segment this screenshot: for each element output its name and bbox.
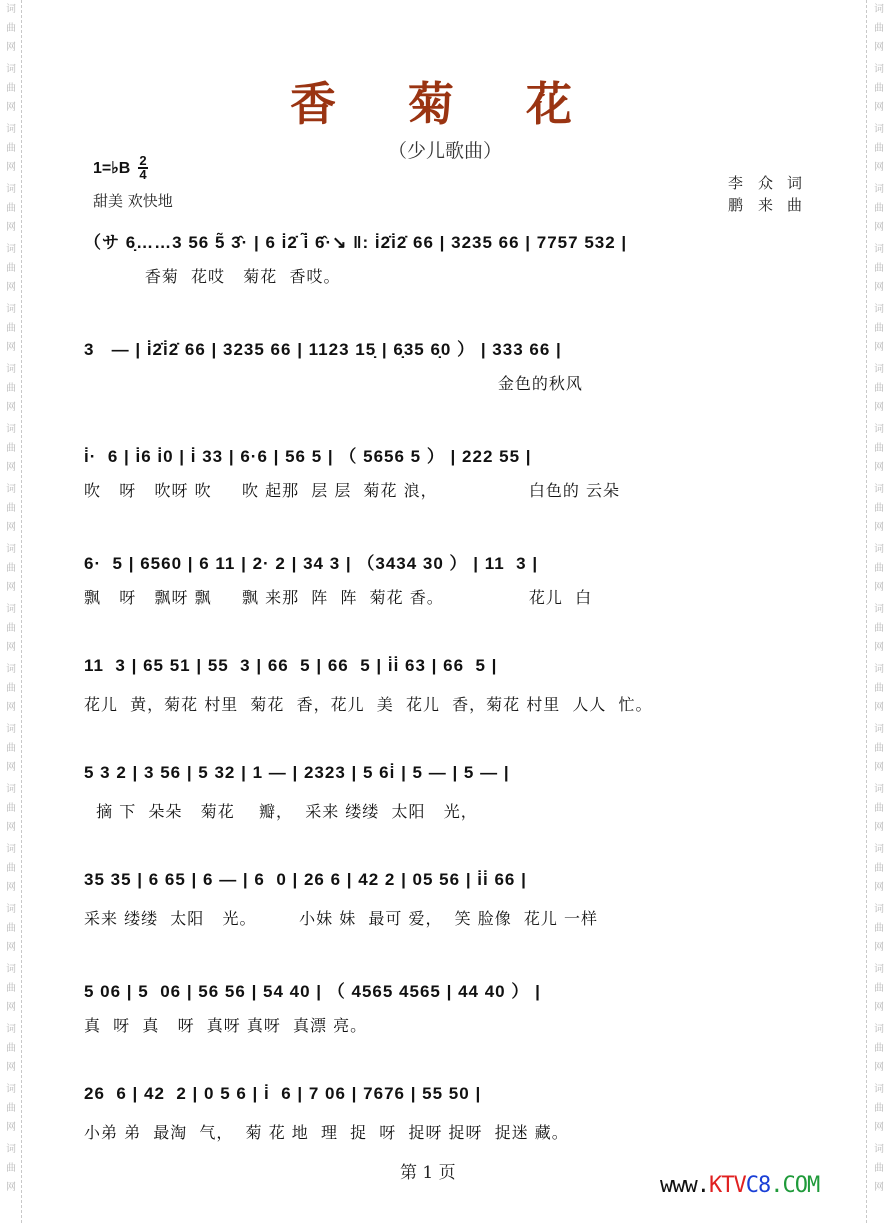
watermark-text: 词 曲 网 [874,364,884,413]
notation: 11 3 | 65 51 | 55 3 | 66 5 | 66 5 | i̇i̇ 63 | 66 5 | [84,656,498,675]
watermark-text: 词 曲 网 [874,844,884,893]
lyrics: 小弟 弟 最淘 气， 菊 花 地 理 捉 呀 捉呀 捉呀 捉迷 藏。 [84,1123,569,1142]
watermark-text: 词 曲 网 [874,1144,884,1193]
left-watermark-column [0,0,22,1223]
watermark-text: 词 曲 网 [6,4,16,53]
song-title: 香 菊 花 [289,77,601,131]
watermark-text: 词 曲 网 [874,544,884,593]
watermark-text: 词 曲 网 [6,184,16,233]
watermark-text: 词 曲 网 [874,784,884,833]
lyrics: 吹 呀 吹呀 吹 吹 起那 层 层 菊花 浪， 白色的 云朵 [84,481,621,500]
notation: 6· 5 | 6560 | 6 11 | 2· 2 | 34 3 | （3434 30 ） | 11 3 | [84,554,539,573]
lyrics: 采来 缕缕 太阳 光。 小妹 妹 最可 爱， 笑 脸像 花儿 一样 [84,909,598,928]
watermark-text: 词 曲 网 [6,424,16,473]
time-signature: $\frac{2}{4}$ [139,153,147,182]
watermark-text: 词 曲 网 [874,184,884,233]
notation: 3 — | i̇2̇i̇2̇ 66 | 3235 66 | 1123 15̣ | 6̣35 6̣0 ） | 333 66 | [84,340,562,359]
notation: i̇· 6 | i̇6 i̇0 | i̇ 33 | 6·6 | 56 5 | （ 5656 5 ） | 222 55 | [84,447,532,466]
watermark-text: 词 曲 网 [874,1084,884,1133]
watermark-text: 词 曲 网 [874,724,884,773]
watermark-text: 词 曲 网 [6,964,16,1013]
lyrics: 花儿 黄，菊花 村里 菊花 香，花儿 美 花儿 香，菊花 村里 人人 忙。 [84,695,653,714]
watermark-text: 词 曲 网 [6,364,16,413]
site-logo: www.KTVC8.COM [660,1173,820,1198]
watermark-text: 词 曲 网 [874,304,884,353]
watermark-text: 词 曲 网 [6,724,16,773]
lyrics: 金色的秋风 [84,374,583,393]
composer-credit: 鹏 来 曲 [728,196,803,214]
watermark-text: 词 曲 网 [6,304,16,353]
watermark-text: 词 曲 网 [6,664,16,713]
watermark-text: 词 曲 网 [6,784,16,833]
lyrics: 真 呀 真 呀 真呀 真呀 真漂 亮。 [84,1016,368,1035]
watermark-text: 词 曲 网 [6,124,16,173]
notation: 26 6 | 42 2 | 0 5 6 | i̇ 6 | 7 06 | 7676 | 55 50 | [84,1084,482,1103]
watermark-text: 词 曲 网 [6,1024,16,1073]
watermark-text: 词 曲 网 [874,484,884,533]
watermark-text: 词 曲 网 [874,424,884,473]
watermark-text: 词 曲 网 [874,64,884,113]
watermark-text: 词 曲 网 [874,664,884,713]
notation: 5 06 | 5 06 | 56 56 | 54 40 | （ 4565 4565 | 44 40 ） | [84,982,541,1001]
credits [728,172,802,216]
watermark-text: 词 曲 网 [6,904,16,953]
notation: 5 3 2 | 3 56 | 5 32 | 1 — | 2323 | 5 6i̇ | 5 — | 5 — | [84,763,510,782]
watermark-text: 词 曲 网 [874,964,884,1013]
notation: （サ 6̣……3 56 5̃ 3̂· | 6 i̇2̇ i̇̃ 6̂·↘ ‖: i̇2̇i̇2̇ 66 | 3235 66 | 7757 532 | [84,233,628,252]
watermark-text: 词 曲 网 [6,844,16,893]
key-signature [93,155,148,181]
song-subtitle: （少儿歌曲） [387,140,502,162]
notation: 35 35 | 6 65 | 6 — | 6 0 | 26 6 | 42 2 | 05 56 | i̇i̇ 66 | [84,870,527,889]
page-number: 第 1 页 [400,1163,456,1183]
watermark-text: 词 曲 网 [874,904,884,953]
watermark-text: 词 曲 网 [6,1144,16,1193]
watermark-text: 词 曲 网 [6,604,16,653]
key-label: 1=♭B [93,160,131,177]
watermark-text: 词 曲 网 [6,64,16,113]
watermark-text: 词 曲 网 [6,244,16,293]
watermark-text: 词 曲 网 [874,604,884,653]
lyricist-credit: 李 众 词 [728,174,803,192]
lyrics: 香菊 花哎 菊花 香哎。 [84,267,341,286]
right-watermark-column [868,0,890,1223]
watermark-text: 词 曲 网 [874,124,884,173]
lyrics: 飘 呀 飘呀 飘 飘 来那 阵 阵 菊花 香。 花儿 白 [84,588,593,607]
watermark-text: 词 曲 网 [6,544,16,593]
tempo-marking: 甜美 欢快地 [93,192,173,210]
lyrics: 摘 下 朵朵 菊花 瓣， 采来 缕缕 太阳 光， [84,802,478,821]
watermark-text: 词 曲 网 [874,4,884,53]
right-margin-line [866,0,867,1223]
watermark-text: 词 曲 网 [6,484,16,533]
watermark-text: 词 曲 网 [6,1084,16,1133]
watermark-text: 词 曲 网 [874,244,884,293]
watermark-text: 词 曲 网 [874,1024,884,1073]
